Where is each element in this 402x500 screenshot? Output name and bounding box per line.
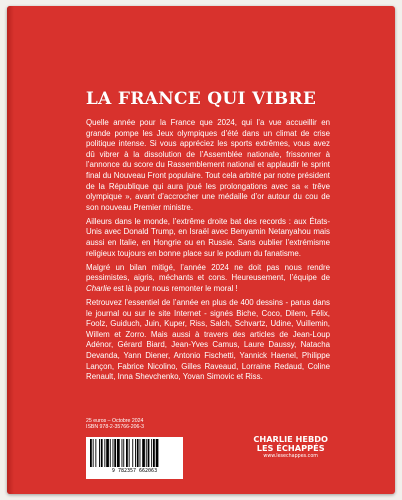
- publisher-logo: [253, 435, 328, 460]
- barcode-bar: [122, 439, 123, 467]
- barcode-bar: [137, 439, 139, 467]
- barcode-bar: [90, 439, 92, 467]
- barcode-bar: [156, 439, 159, 467]
- barcode-bar: [106, 439, 109, 467]
- barcode-bar: [146, 439, 147, 467]
- spine-edge: [7, 6, 14, 494]
- blurb-paragraph-3: Malgré un bilan mitigé, l’année 2024 ne doit pas nous rendre pessimistes, aigris, méchants et cons. Heureusement, l’équipe de Charlie est là pour nous remonter le moral !: [86, 262, 330, 293]
- barcode-bar: [99, 439, 100, 467]
- barcode-bar: [135, 439, 136, 467]
- barcode-bar: [132, 439, 133, 467]
- barcode-bar: [123, 439, 124, 467]
- barcode-bar: [140, 439, 141, 467]
- book-back-cover: [7, 6, 395, 494]
- barcode-digits: 9 782357 662063: [111, 468, 158, 474]
- barcode-bar: [104, 439, 105, 467]
- price-isbn-block: [86, 418, 144, 431]
- barcode-bar: [95, 439, 96, 467]
- blurb-paragraph-2: Ailleurs dans le monde, l’extrême droite bat des records : aux États-Unis avec Donald Trump, en Israël avec Benyamin Netanyahou mais aussi en Italie, en Hongrie ou en Russie. Sans oublier l’extrémisme religieux toujours en bonne place sur le podium du fanatisme.: [86, 216, 330, 258]
- price-line: 25 euros – Octobre 2024: [86, 418, 144, 424]
- barcode-bar: [110, 439, 111, 467]
- blurb-paragraph-1: Quelle année pour la France que 2024, qui l’a vue accueillir en grande pompe les Jeux olympiques d’été dans un climat de crise politique intense. Si vous appréciez les sports extrêmes, vous avez dû vibrer à la dissolution de l’Assemblée nationale, frissonner à l’annonce du score du Rassemblement national et applaudir le sprint final du Nouveau Front populaire. Tout cela arbitré par notre président de la République qui aura joué les prolongations avec sa « trêve olympique », avant d’accrocher une médaille d’or autour du cou de son nouveau Premier ministre.: [86, 118, 330, 212]
- barcode-bar: [129, 439, 130, 467]
- barcode-bar: [126, 439, 128, 467]
- barcode-bars-icon: [89, 439, 180, 467]
- barcode-bar: [101, 439, 103, 467]
- barcode-bar: [93, 439, 94, 467]
- publisher-url: www.lesechappes.com: [263, 454, 318, 459]
- publisher-name-2: LES ÉCHAPPÉS: [256, 443, 325, 453]
- barcode-bar: [142, 439, 145, 467]
- blurb-text: [86, 118, 330, 386]
- barcode-bar: [153, 439, 155, 467]
- barcode-bar: [114, 439, 116, 467]
- barcode-bar: [151, 439, 152, 467]
- blurb-paragraph-4: Retrouvez l’essentiel de l’année en plus de 400 dessins - parus dans le journal ou sur le site Internet - signés Biche, Coco, Dilem, Félix, Foolz, Guiduch, Juin, Kuper, Riss, Salch, Schvartz, Udine, Vuillemin, Willem et Zorro. Mais aussi à travers des articles de Jean-Loup Adénor, Gérard Biard, Jean-Yves Camus, Laure Daussy, Natacha Devanda, Yann Diener, Antonio Fischetti, Yannick Haenel, Philippe Lançon, Fabrice Nicolino, Gilles Raveaud, Lorraine Redaud, Coline Renault, Inna Shevchenko, Yovan Simovic et Riss.: [86, 298, 330, 382]
- barcode-bar: [148, 439, 150, 467]
- publisher-name-1: CHARLIE HEBDO: [253, 434, 328, 444]
- book-title: LA FRANCE QUI VIBRE: [85, 89, 317, 109]
- barcode-bar: [117, 439, 120, 467]
- charlie-italic: Charlie: [86, 283, 111, 293]
- barcode: [86, 437, 183, 479]
- isbn-line: ISBN 978-2-35766-206-3: [86, 424, 144, 431]
- barcode-bar: [113, 439, 114, 467]
